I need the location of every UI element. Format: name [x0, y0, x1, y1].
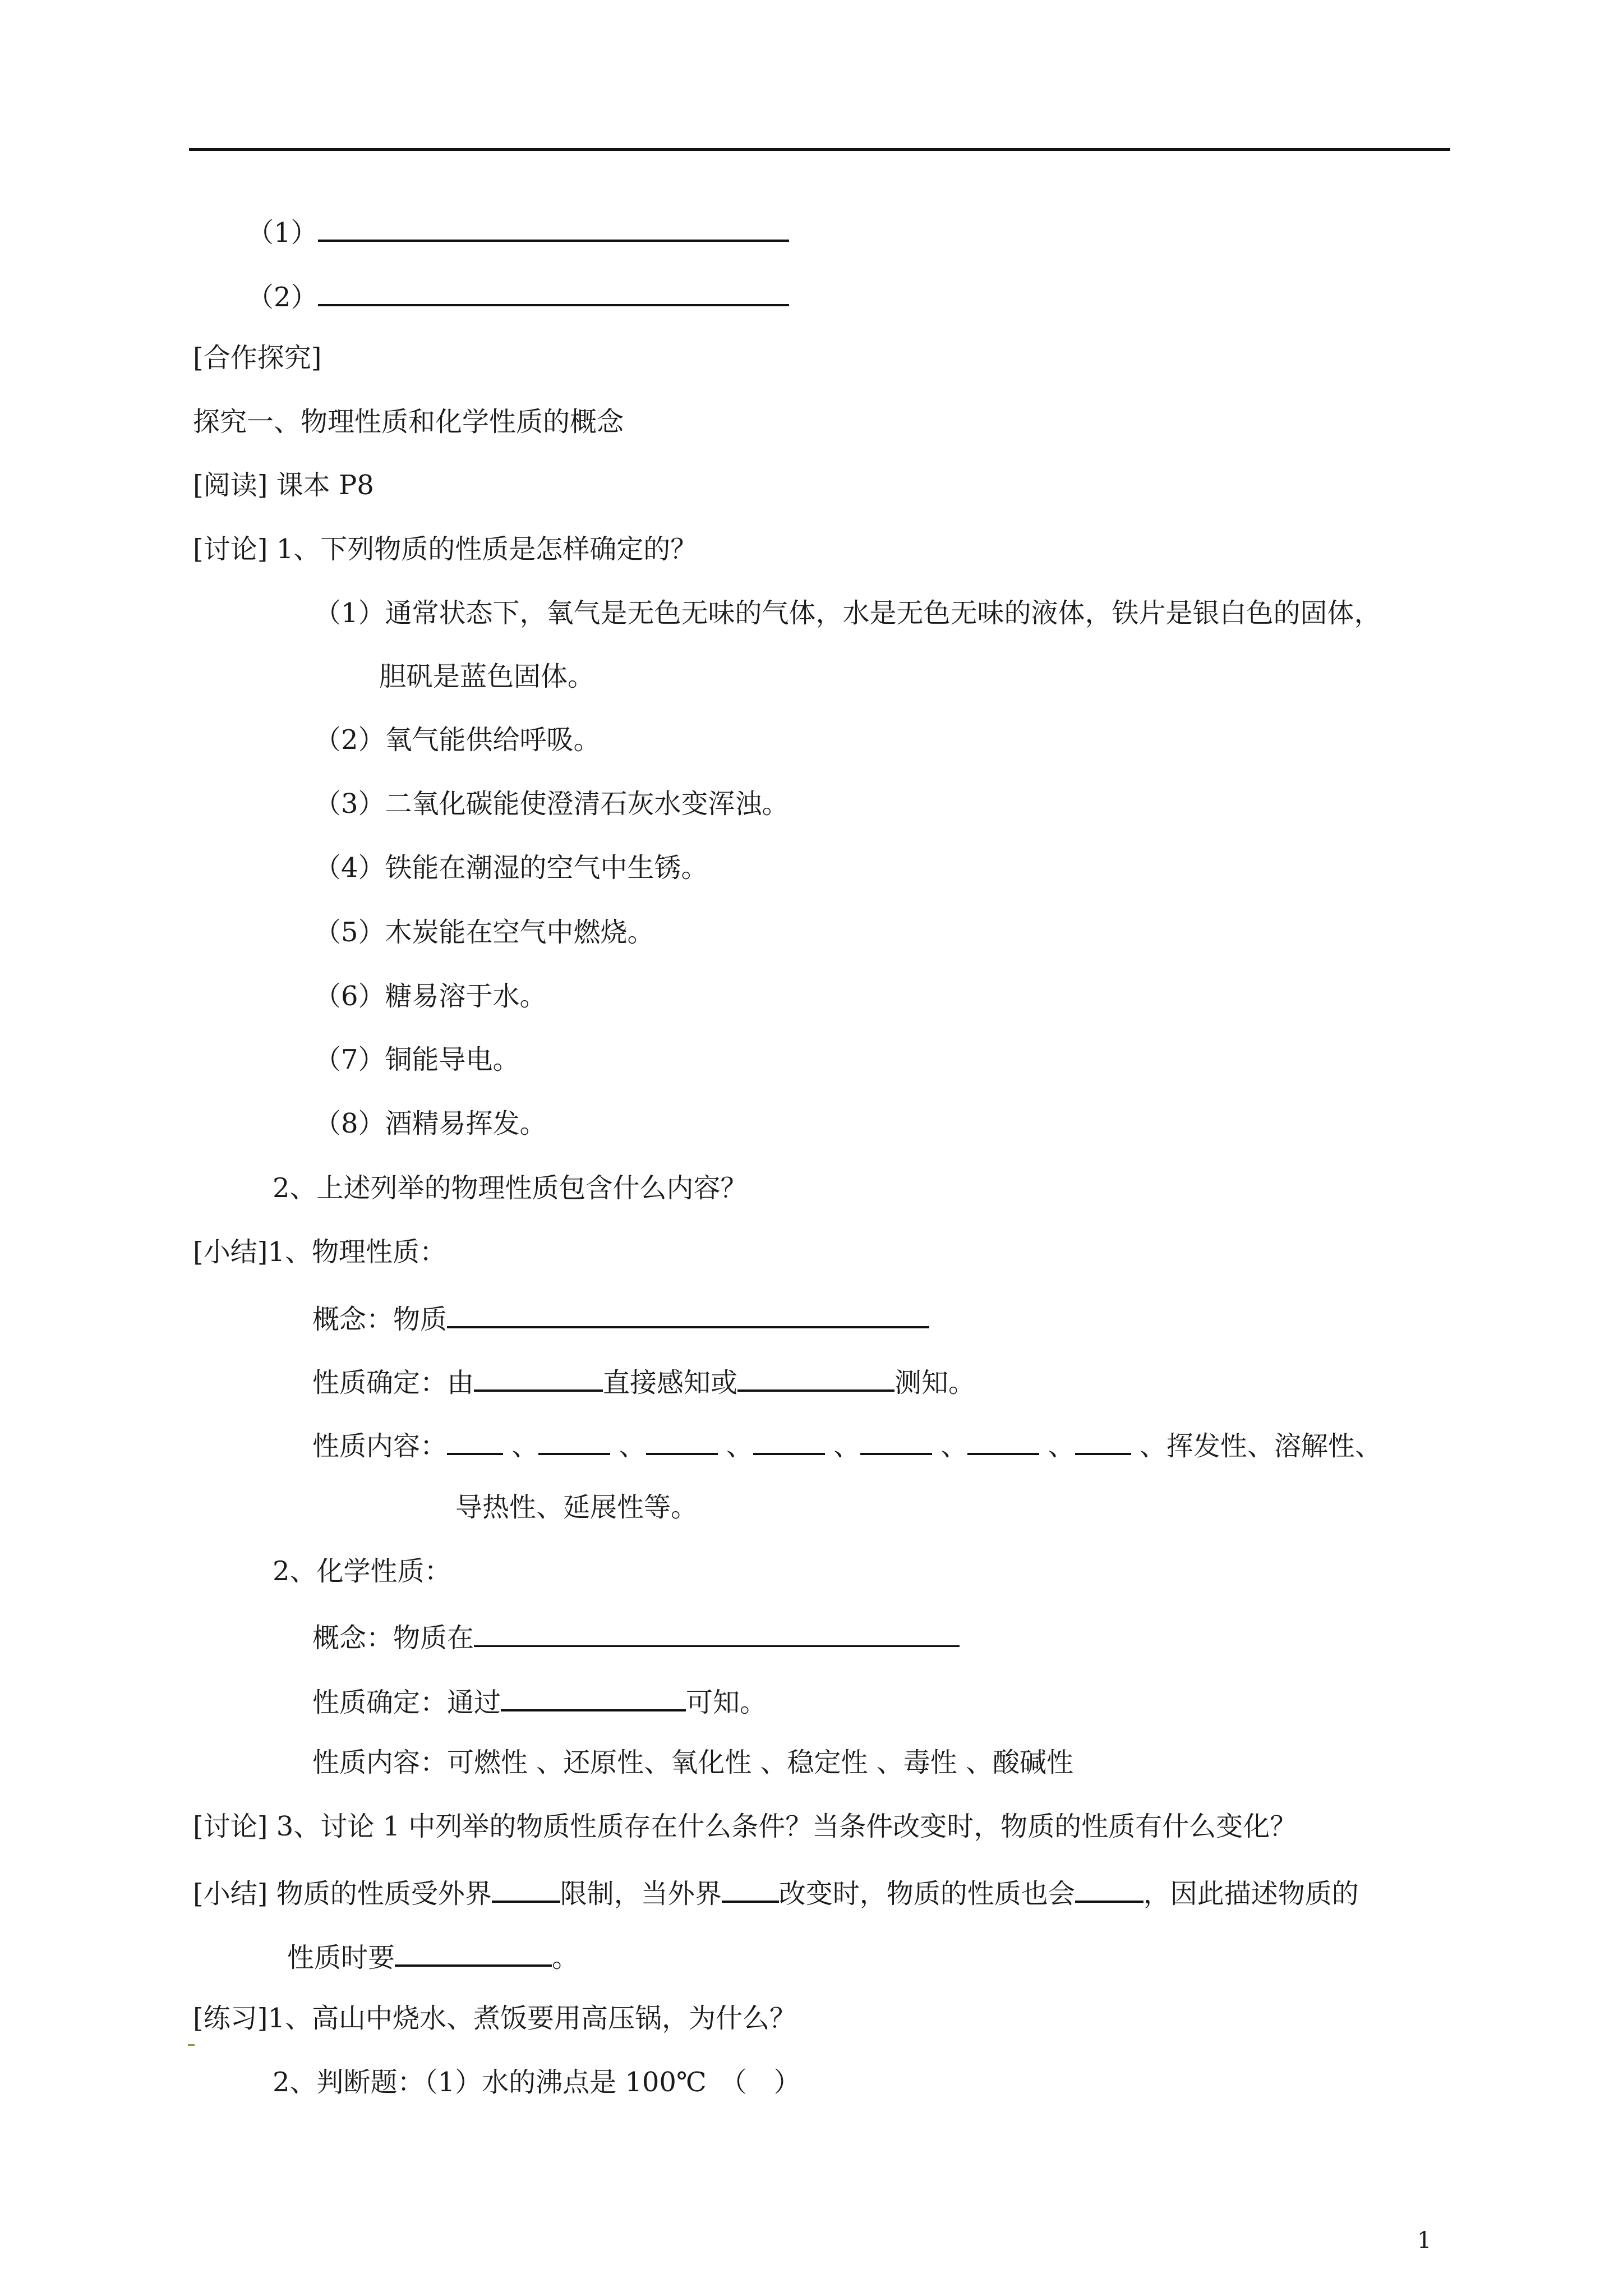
- property-item: （2）氧气能供给呼吸。: [314, 724, 601, 756]
- fill-blank[interactable]: [318, 277, 789, 306]
- item-number: （2）: [247, 282, 318, 313]
- fill-blank[interactable]: [753, 1426, 825, 1455]
- physical-content: 性质内容： 、 、 、 、 、 、 、挥发性、溶解性、: [312, 1426, 1382, 1463]
- property-item-continued: 胆矾是蓝色固体。: [379, 661, 595, 692]
- chemical-heading: 2、化学性质：: [273, 1556, 451, 1587]
- fill-blank[interactable]: [860, 1426, 932, 1455]
- chemical-determine: 性质确定：通过 可知。: [312, 1682, 767, 1719]
- exercise-2: 2、判断题：（1）水的沸点是 100℃ （ ）: [273, 2067, 801, 2098]
- fill-blank[interactable]: [737, 1363, 895, 1392]
- physical-determine: 性质确定：由 直接感知或 测知。: [312, 1363, 975, 1400]
- chemical-concept: 概念：物质在: [312, 1618, 960, 1655]
- summary-2: [小结] 物质的性质受外界 限制，当外界 改变时，物质的性质也会 ，因此描述物质的: [193, 1874, 1359, 1911]
- section-heading: [合作探究]: [193, 342, 322, 374]
- fill-blank[interactable]: [318, 213, 789, 242]
- answer-line-2: [247, 277, 789, 314]
- fill-blank[interactable]: [474, 1618, 960, 1647]
- property-item: （7）铜能导电。: [314, 1044, 520, 1075]
- fill-blank[interactable]: [538, 1426, 610, 1455]
- fill-blank[interactable]: [1075, 1426, 1131, 1455]
- page-number: 1: [1417, 2228, 1432, 2253]
- header-rule: [189, 148, 1450, 151]
- fill-blank[interactable]: [967, 1426, 1039, 1455]
- margin-mark: [188, 2044, 195, 2046]
- discussion-1: [讨论] 1、下列物质的性质是怎样确定的？: [193, 533, 698, 565]
- physical-content-continued: 导热性、延展性等。: [455, 1492, 698, 1523]
- chemical-content: 性质内容：可燃性 、还原性、氧化性 、稳定性 、毒性 、酸碱性: [312, 1747, 1074, 1778]
- fill-blank[interactable]: [492, 1874, 560, 1903]
- fill-blank[interactable]: [447, 1426, 503, 1455]
- property-item: （3）二氧化碳能使澄清石灰水变浑浊。: [314, 788, 789, 820]
- fill-blank[interactable]: [1075, 1874, 1144, 1903]
- fill-blank[interactable]: [395, 1938, 552, 1967]
- exercise-1: [练习]1、高山中烧水、煮饭要用高压锅，为什么？: [193, 2003, 796, 2034]
- discussion-3: [讨论] 3、讨论 1 中列举的物质性质存在什么条件？当条件改变时，物质的性质有什么变化？: [193, 1811, 1297, 1842]
- summary-2-continued: 性质时要 。: [287, 1938, 579, 1975]
- property-item: （4）铁能在潮湿的空气中生锈。: [314, 852, 708, 884]
- fill-blank[interactable]: [474, 1363, 603, 1392]
- property-item: （8）酒精易挥发。: [314, 1108, 547, 1139]
- fill-blank[interactable]: [722, 1874, 779, 1903]
- property-item: （5）木炭能在空气中燃烧。: [314, 917, 654, 948]
- fill-blank[interactable]: [646, 1426, 718, 1455]
- fill-blank[interactable]: [447, 1299, 929, 1328]
- reading-line: [阅读] 课本 P8: [193, 470, 374, 501]
- item-number: （1）: [247, 217, 318, 249]
- property-item: （1）通常状态下，氧气是无色无味的气体，水是无色无味的液体，铁片是银白色的固体，: [314, 597, 1381, 629]
- summary-heading: [小结]1、物理性质：: [193, 1236, 446, 1268]
- fill-blank[interactable]: [501, 1682, 686, 1711]
- answer-line-1: [247, 213, 789, 250]
- property-item: （6）糖易溶于水。: [314, 981, 547, 1012]
- question-2: 2、上述列举的物理性质包含什么内容？: [273, 1172, 748, 1204]
- explore-title: 探究一、物理性质和化学性质的概念: [193, 406, 624, 438]
- physical-concept: 概念：物质: [312, 1299, 929, 1336]
